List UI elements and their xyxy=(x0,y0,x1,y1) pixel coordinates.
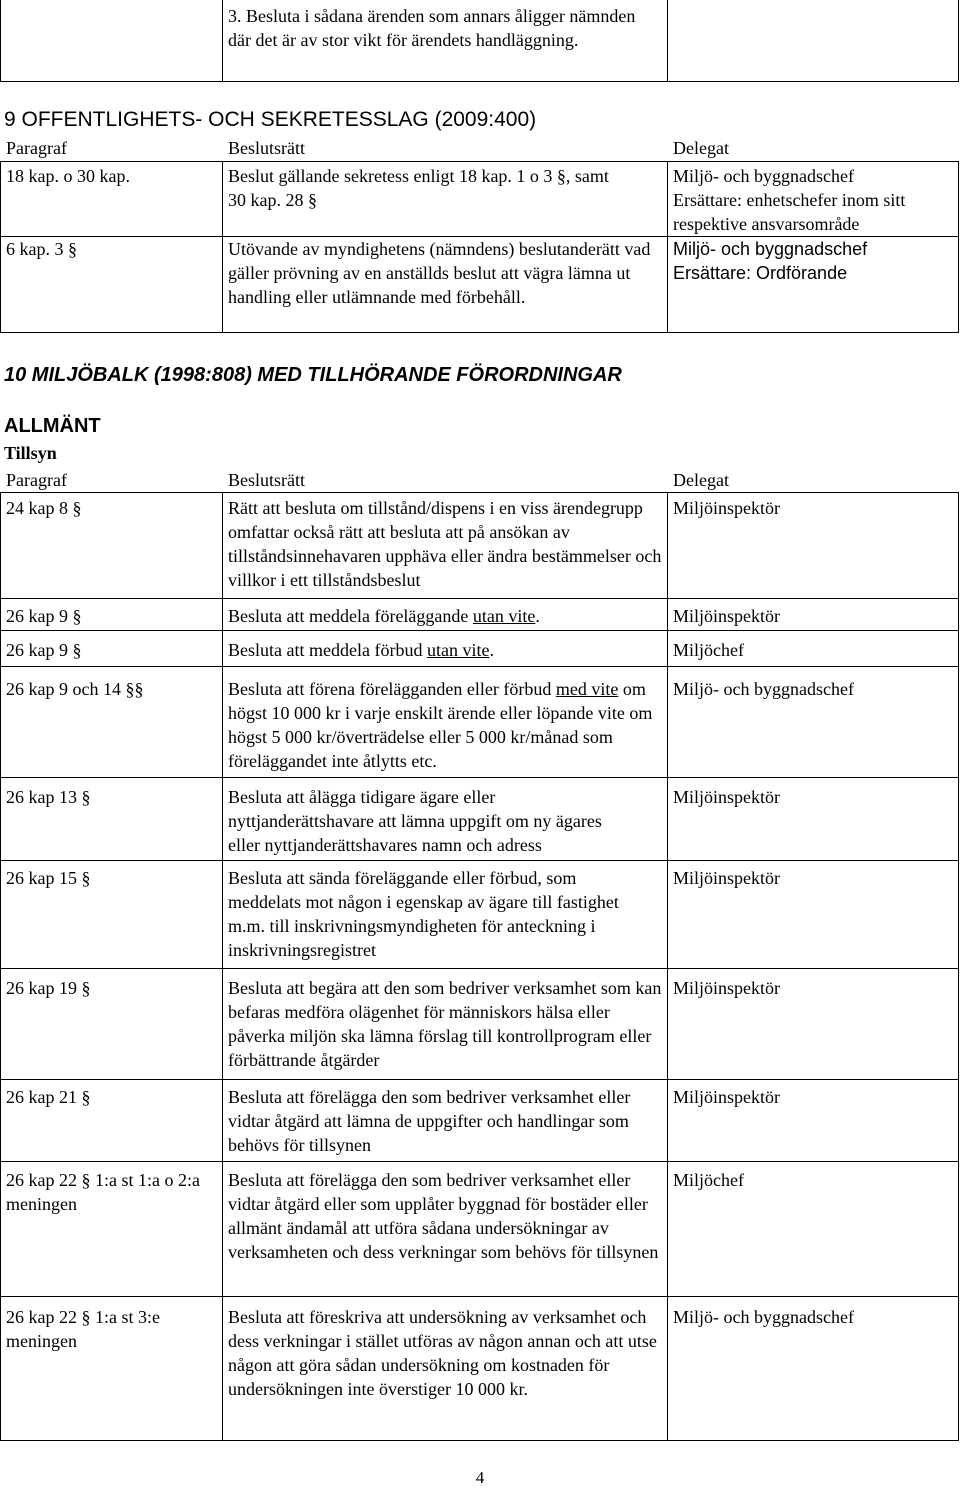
s9-row1-delegat: Miljö- och byggnadschef xyxy=(673,166,854,186)
s9-row2-delegat: Miljö- och byggnadschef xyxy=(673,239,868,259)
s10-row8-paragraf: 26 kap 21 § xyxy=(6,1087,91,1107)
s10-row10-paragraf: 26 kap 22 § 1:a st 3:e meningen xyxy=(6,1307,160,1351)
section10-subsubheading: Tillsyn xyxy=(4,443,57,463)
s10-row8-delegat: Miljöinspektör xyxy=(673,1087,780,1107)
s10-row5-delegat: Miljöinspektör xyxy=(673,787,780,807)
section9-heading: 9 OFFENTLIGHETS- OCH SEKRETESSLAG (2009:400) xyxy=(4,108,537,131)
top-row-text: 3. Besluta i sådana ärenden som annars åligger nämnden där det är av stor vikt för ärendets handläggning. xyxy=(228,6,636,50)
s10-row3-beslut-end: . xyxy=(489,640,494,660)
s10-row2-beslut-underlined: utan vite xyxy=(472,606,536,626)
s10-row4-delegat: Miljö- och byggnadschef xyxy=(673,679,854,699)
s10-row4-beslut-text: Besluta att förena förelägganden eller förbud xyxy=(228,679,556,699)
s10-row4-beslut-underlined: med vite xyxy=(555,679,619,699)
s10-header-beslutsratt: Beslutsrätt xyxy=(228,470,305,490)
s10-row3-beslut-text: Besluta att meddela förbud xyxy=(228,640,427,660)
section10-heading: 10 MILJÖBALK (1998:808) MED TILLHÖRANDE FÖRORDNINGAR xyxy=(4,364,622,386)
s10-row7-beslut: Besluta att begära att den som bedriver verksamhet som kan befaras medföra olägenhet för människors hälsa eller påverka miljön ska lämna förslag till kontrollprogram eller förbättrande åtgärder xyxy=(228,978,662,1070)
s9-row2-paragraf: 6 kap. 3 § xyxy=(6,239,77,259)
section10-subheading: ALLMÄNT xyxy=(4,415,101,437)
s10-row4-beslut xyxy=(228,677,658,773)
s10-row7-paragraf: 26 kap 19 § xyxy=(6,978,91,998)
s9-row1-beslut: Beslut gällande sekretess enligt 18 kap. 1 o 3 §, samt 30 kap. 28 § xyxy=(228,166,609,210)
s10-row2-delegat: Miljöinspektör xyxy=(673,606,780,626)
s10-row9-paragraf: 26 kap 22 § 1:a st 1:a o 2:a meningen xyxy=(6,1170,200,1214)
s10-row2-beslut-end: . xyxy=(535,606,540,626)
s10-row3-beslut-underlined: utan vite xyxy=(426,640,490,660)
s10-header-paragraf: Paragraf xyxy=(6,470,67,490)
s10-row1-beslut: Rätt att besluta om tillstånd/dispens i en viss ärendegrupp omfattar också rätt att besluta att på ansökan av tillståndsinnehavaren upphäva eller ändra bestämmelser och villkor i ett tillståndsbeslut xyxy=(228,498,662,590)
s10-row1-delegat: Miljöinspektör xyxy=(673,498,780,518)
s10-header-delegat: Delegat xyxy=(673,470,729,490)
s10-row5-beslut: Besluta att ålägga tidigare ägare eller nyttjanderättshavare att lämna uppgift om ny ägares eller nyttjanderättshavares namn och adress xyxy=(228,787,602,855)
s10-row10-delegat: Miljö- och byggnadschef xyxy=(673,1307,854,1327)
s10-row2-beslut-text: Besluta att meddela föreläggande xyxy=(228,606,473,626)
s10-row6-beslut: Besluta att sända föreläggande eller förbud, som meddelats mot någon i egenskap av ägare till fastighet m.m. till inskrivningsmyndigheten för anteckning i inskrivningsregistret xyxy=(228,868,619,960)
s9-row1-paragraf: 18 kap. o 30 kap. xyxy=(6,166,130,186)
s10-row4-beslut-end: om högst 10 000 kr i varje enskilt ärende eller löpande vite om högst 5 000 kr/överträdelse eller 5 000 kr/månad som föreläggandet inte åtlytts etc. xyxy=(228,679,653,771)
s10-row9-delegat: Miljöchef xyxy=(673,1170,744,1190)
s9-row1-ersattare: Ersättare: enhetschefer inom sitt respektive ansvarsområde xyxy=(673,190,906,234)
s10-row5-paragraf: 26 kap 13 § xyxy=(6,787,91,807)
s9-header-beslutsratt: Beslutsrätt xyxy=(228,138,305,158)
s10-row3-beslut xyxy=(228,638,664,662)
s9-header-paragraf: Paragraf xyxy=(6,138,67,158)
page-number: 4 xyxy=(475,1468,485,1487)
s9-row2-beslut: Utövande av myndighetens (nämndens) beslutanderätt vad gäller prövning av en anställds beslut att vägra lämna ut handling eller utlämnande med förbehåll. xyxy=(228,239,651,307)
s10-row3-paragraf: 26 kap 9 § xyxy=(6,640,82,660)
s10-row6-delegat: Miljöinspektör xyxy=(673,868,780,888)
s10-row7-delegat: Miljöinspektör xyxy=(673,978,780,998)
s10-row10-beslut: Besluta att föreskriva att undersökning av verksamhet och dess verkningar i stället utföras av någon annan och att utse någon att göra sådan undersökning om kostnaden för undersökningen inte överstiger 10 000 kr. xyxy=(228,1307,657,1399)
s10-row6-paragraf: 26 kap 15 § xyxy=(6,868,91,888)
s9-header-delegat: Delegat xyxy=(673,138,729,158)
s10-row8-beslut: Besluta att förelägga den som bedriver verksamhet eller vidtar åtgärd att lämna de uppgifter och handlingar som behövs för tillsynen xyxy=(228,1087,631,1155)
s10-row2-paragraf: 26 kap 9 § xyxy=(6,606,82,626)
s10-row1-paragraf: 24 kap 8 § xyxy=(6,498,82,518)
s10-row3-delegat: Miljöchef xyxy=(673,640,744,660)
s10-row2-beslut xyxy=(228,604,664,628)
s10-row9-beslut: Besluta att förelägga den som bedriver verksamhet eller vidtar åtgärd eller som upplåter byggnad för bostäder eller allmänt ändamål att utföra sådana undersökningar av verksamheten och dess verkningar som behövs för tillsynen xyxy=(228,1170,659,1262)
s9-row2-ersattare: Ersättare: Ordförande xyxy=(673,263,848,283)
s10-row4-paragraf: 26 kap 9 och 14 §§ xyxy=(6,679,144,699)
